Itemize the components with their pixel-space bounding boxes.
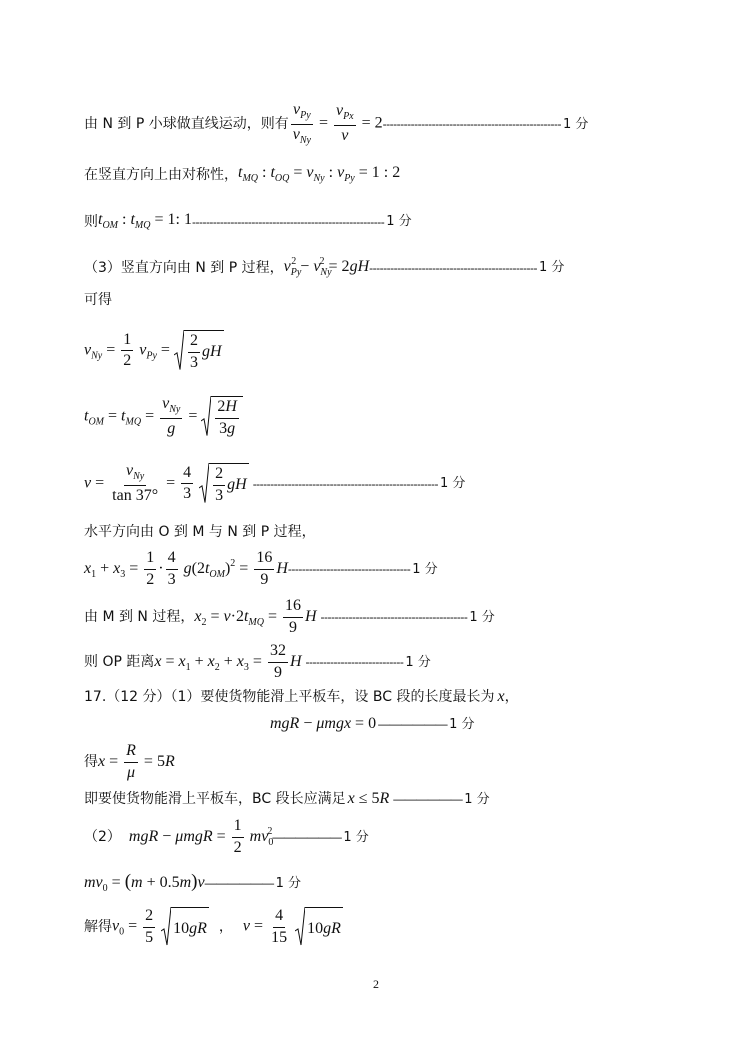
math-expr: $mv_0 = (m + 0.5m)v$ (84, 871, 205, 894)
math-expr: $\frac{v_{Py}}{v_{Ny}}$ = $\frac{v_{Px}}{v}$ = 2 (292, 101, 383, 146)
line-text: 在竖直方向上由对称性， (84, 166, 238, 183)
line-text: 得 (84, 754, 98, 771)
eq-line-16 (84, 791, 490, 807)
eq-line-18 (84, 872, 301, 894)
score-label: 1 分 (412, 561, 438, 577)
eq-line-17 (84, 818, 369, 857)
score-label: 1 分 (538, 260, 565, 275)
eq-line-3 (84, 212, 412, 231)
math-expr: $x_2 = v\cdot 2t_{MQ}$ = $\frac{16}{9}$ H (194, 597, 317, 636)
score-label: 1 分 (405, 654, 431, 670)
eq-line-19 (84, 907, 343, 947)
dash-leader: —————— (272, 830, 342, 845)
eq-line-10 (84, 550, 438, 589)
math-expr: $x = x_1 + x_2 + x_3$ = $\frac{32}{9}$ H (154, 642, 302, 681)
line-text: 解得 (84, 919, 112, 935)
line-text: 则 OP 距离 (84, 654, 155, 671)
math-expr: mgR − μmgR = $\frac{1}{2}$ $mv_0^2$ (128, 817, 274, 856)
line-text: 即要使货物能滑上平板车，BC 段长应满足 (84, 791, 346, 807)
dash-leader: --------------------------------------------------- (382, 117, 561, 131)
line-text: （2） (84, 829, 121, 846)
dash-leader: —————— (378, 717, 448, 731)
line-text: 17.（12 分）（1）要使货物能滑上平板车，设 BC 段的长度最长为 (84, 689, 495, 705)
eq-line-4 (84, 257, 564, 278)
math-expr: x ≤ 5R (347, 790, 390, 807)
eq-line-8 (84, 463, 465, 505)
math-expr: x = $\frac{R}{\mu}$ = 5R (98, 742, 175, 781)
eq-line-6 (84, 330, 224, 372)
dash-leader: —————— (393, 792, 463, 806)
score-label: 1 分 (449, 716, 475, 732)
eq-line-14 (270, 716, 474, 732)
score-label: 1 分 (343, 829, 369, 845)
dash-leader: —————— (204, 876, 274, 890)
eq-line-1 (84, 102, 588, 146)
math-expr: $t_{MQ}$ : $t_{OQ} = v_{Ny}$ : $v_{Py} = 1$ : 2 (238, 164, 401, 184)
eq-line-15 (84, 743, 175, 782)
math-expr: x (497, 688, 505, 705)
math-expr: $t_{OM}$ : $t_{MQ} = 1$: 1 (98, 211, 192, 231)
eq-line-13: 17.（12 分）（1）要使货物能滑上平板车，设 BC 段的长度最长为 x ， (84, 688, 519, 705)
score-label: 1 分 (439, 476, 466, 492)
eq-line-7 (84, 396, 243, 438)
math-expr: $v_0$ = $\frac{2}{5}$ 10 gR ， v = $\frac{4}{15}$ 10 gR (112, 906, 341, 946)
dash-leader: ------------------------------------------------ (369, 260, 537, 275)
line-text: 可得 (84, 292, 112, 308)
line-text: 则 (84, 213, 98, 230)
dash-leader: ------------------------------------------------------- (191, 214, 385, 229)
page-number: 2 (373, 977, 379, 991)
math-expr: $t_{OM} = t_{MQ}$ = $\frac{v_{Ny}}{g}$ = $\frac{2H}{3g}$ (84, 396, 243, 438)
math-expr: v = $\frac{v_{Ny}}{\tan 37^\circ}$ = $\frac{4}{3}$ $\frac{2}{3}$ gH (84, 462, 247, 504)
score-label: 1 分 (275, 875, 302, 891)
score-label: 1 分 (562, 116, 589, 132)
eq-line-11 (84, 598, 495, 637)
line-text: 由 N 到 P 小球做直线运动，则有 (84, 116, 289, 132)
math-expr: $v_{Py}^2 - v_{Ny}^2 = 2gH$ (283, 256, 370, 278)
dash-leader: ------------------------------------------ (320, 610, 468, 625)
eq-line-12 (84, 643, 431, 682)
math-expr: $v_{Ny}$ = $\frac{1}{2}$ $v_{Py}$ = $\frac{2}{3}$ gH (84, 330, 222, 371)
math-expr: $x_1 + x_3$ = $\frac{1}{2}$ · $\frac{4}{3}$ $g(2t_{OM})^2$ = $\frac{16}{9}$ H (84, 549, 288, 588)
line-text: 由 M 到 N 过程， (84, 609, 195, 626)
line-text: （3）竖直方向由 N 到 P 过程， (84, 259, 284, 276)
dash-leader: ----------------------------------- (287, 562, 411, 577)
math-expr: mgR − μmgx = 0 (270, 715, 377, 732)
eq-line-5 (84, 293, 112, 307)
line-text: 水平方向由 O 到 M 与 N 到 P 过程， (84, 524, 316, 540)
dash-leader: ---------------------------- (305, 655, 404, 670)
score-label: 1 分 (469, 609, 495, 625)
eq-line-9 (84, 525, 316, 539)
score-label: 1 分 (386, 214, 412, 229)
dash-leader: ----------------------------------------------------- (252, 476, 438, 491)
score-label: 1 分 (464, 791, 490, 807)
eq-line-2 (84, 165, 400, 184)
